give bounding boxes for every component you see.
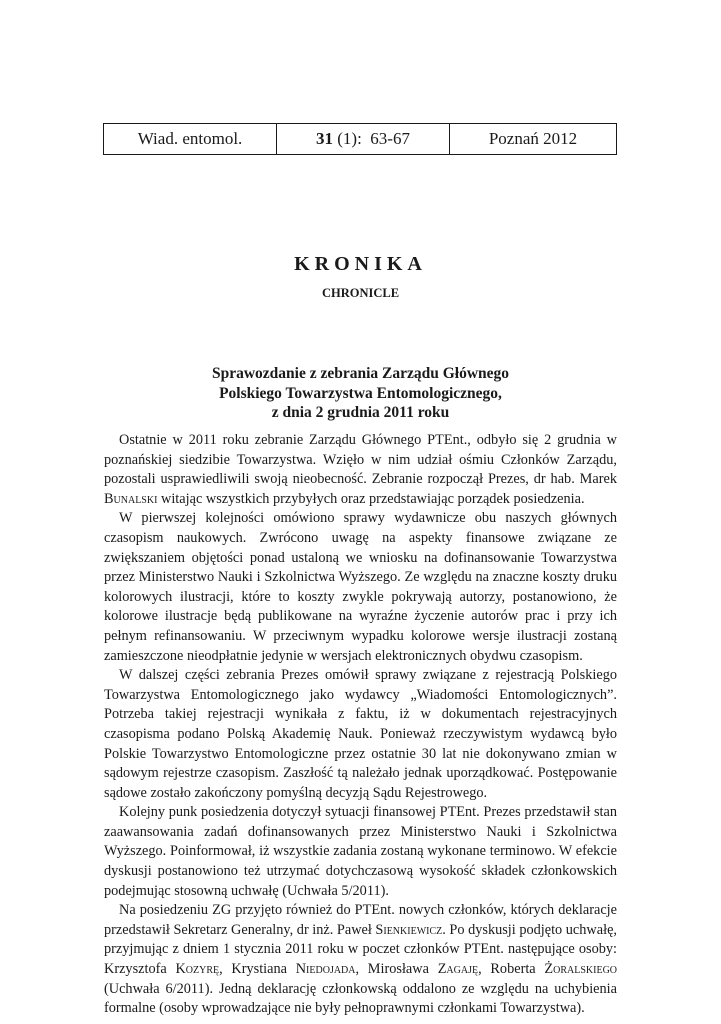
person-name: Niedojada (295, 961, 356, 978)
journal-name-cell (104, 124, 277, 154)
journal-name: Wiad. entomol. (137, 129, 243, 148)
section-title: KRONIKA (294, 253, 427, 275)
text-run: (Uchwała 6/2011). Jedną deklarację członkowską oddalono ze względu na uchybienia formalne (osoby wprowadzające nie były pełnoprawnymi członkami Towarzystwa). (104, 980, 617, 1017)
paragraph: Kolejny punk posiedzenia dotyczył sytuacji finansowej PTEnt. Prezes przedstawił stan zaawansowania zadań dofinansowanych przez Ministerstwo Nauki i Szkolnictwa Wyższego. Poinformował, iż wszystkie zadania zostaną wykonane terminowo. W efekcie dyskusji postanowiono też utrzymać dotychczasową wysokość składek członkowskich podejmując stosowną uchwałę (Uchwała 5/2011). (104, 804, 617, 899)
paragraph (104, 901, 617, 1019)
text-run: witając wszystkich przybyłych oraz przedstawiając porządek posiedzenia. (157, 490, 585, 507)
place-year: Poznań 2012 (488, 129, 578, 148)
paragraph (104, 431, 617, 509)
text-run: Ostatnie w 2011 roku zebranie Zarządu Głównego PTEnt., odbyło się 2 grudnia w poznańskiej siedzibie Towarzystwa. Wzięło w nim udział ośmiu Członków Zarządu, pozostali usprawiedliwili swoją nieobecność. Zebranie rozpoczął Prezes, dr hab. Marek (104, 432, 617, 488)
article-title-line: Sprawozdanie z zebrania Zarządu Głównego (211, 365, 510, 382)
journal-header-table (103, 123, 617, 155)
text-run: , Roberta (478, 961, 545, 978)
person-name: Bunalski (104, 490, 158, 507)
article-title-line: Polskiego Towarzystwa Entomologicznego, (219, 384, 502, 402)
volume-number: 31 (316, 129, 334, 148)
paragraph: W pierwszej kolejności omówiono sprawy wydawnicze obu naszych głównych czasopism naukowych. Zwrócono uwagę na aspekty finansowe związane ze zwiększaniem objętości ponad ustaloną we wniosku na dofinansowanie Towarzystwa przez Ministerstwo Nauki i Szkolnictwa Wyższego. Ze względu na znaczne koszty druku kolorowych ilustracji, które to koszty zwykle pokrywają autorzy, postanowiono, że kolorowe ilustracje będą publikowane na wyraźne życzenie autorów prac i przy ich pełnym refinansowaniu. W przeciwnym wypadku kolorowe wersje ilustracji zostaną zamieszczone nieodpłatnie jedynie w wersjach elektronicznych obydwu czasopism. (104, 510, 617, 664)
article-body (104, 431, 617, 1019)
place-year-cell (450, 124, 616, 154)
volume-cell (277, 124, 450, 154)
text-run: . Po dyskusji podjęto uchwałę, przyjmując z dniem 1 stycznia 2011 roku w poczet członków PTEnt. następujące osoby: Krzysztofa (104, 921, 617, 978)
article-title (0, 364, 721, 423)
person-name: Sienkiewicz (375, 921, 443, 938)
person-name: Żoralskiego (544, 961, 618, 978)
person-name: Zagaję (437, 961, 479, 978)
paragraph: W dalszej części zebrania Prezes omówił sprawy związane z rejestracją Polskiego Towarzystwa Entomologicznego jako wydawcy „Wiadomości Entomologicznych”. Potrzeba takiej rejestracji wynikała z faktu, iż w dokumentach rejestracyjnych czasopisma podano Polską Akademię Nauk. Ponieważ rzeczywistym wydawcą było Polskie Towarzystwo Entomologiczne przez ostatnie 30 lat nie dokonywano zmian w sądowym rejestrze czasopism. Zaszłość tą należało jednak uporządkować. Postępowanie sądowe zostało zakończony pomyślną decyzją Sądu Rejestrowego. (104, 667, 617, 801)
text-run: , Krystiana (219, 961, 296, 978)
text-run: Na posiedzeniu ZG przyjęto również do PTEnt. nowych członków, których deklaracje przedstawił Sekretarz Generalny, dr inż. Paweł (104, 902, 617, 938)
person-name: Kozyrę (175, 961, 220, 978)
text-run: , Mirosława (355, 961, 438, 978)
section-subtitle: CHRONICLE (321, 286, 400, 300)
issue-pages: (1): 63-67 (333, 129, 410, 148)
article-title-line: z dnia 2 grudnia 2011 roku (271, 404, 450, 421)
